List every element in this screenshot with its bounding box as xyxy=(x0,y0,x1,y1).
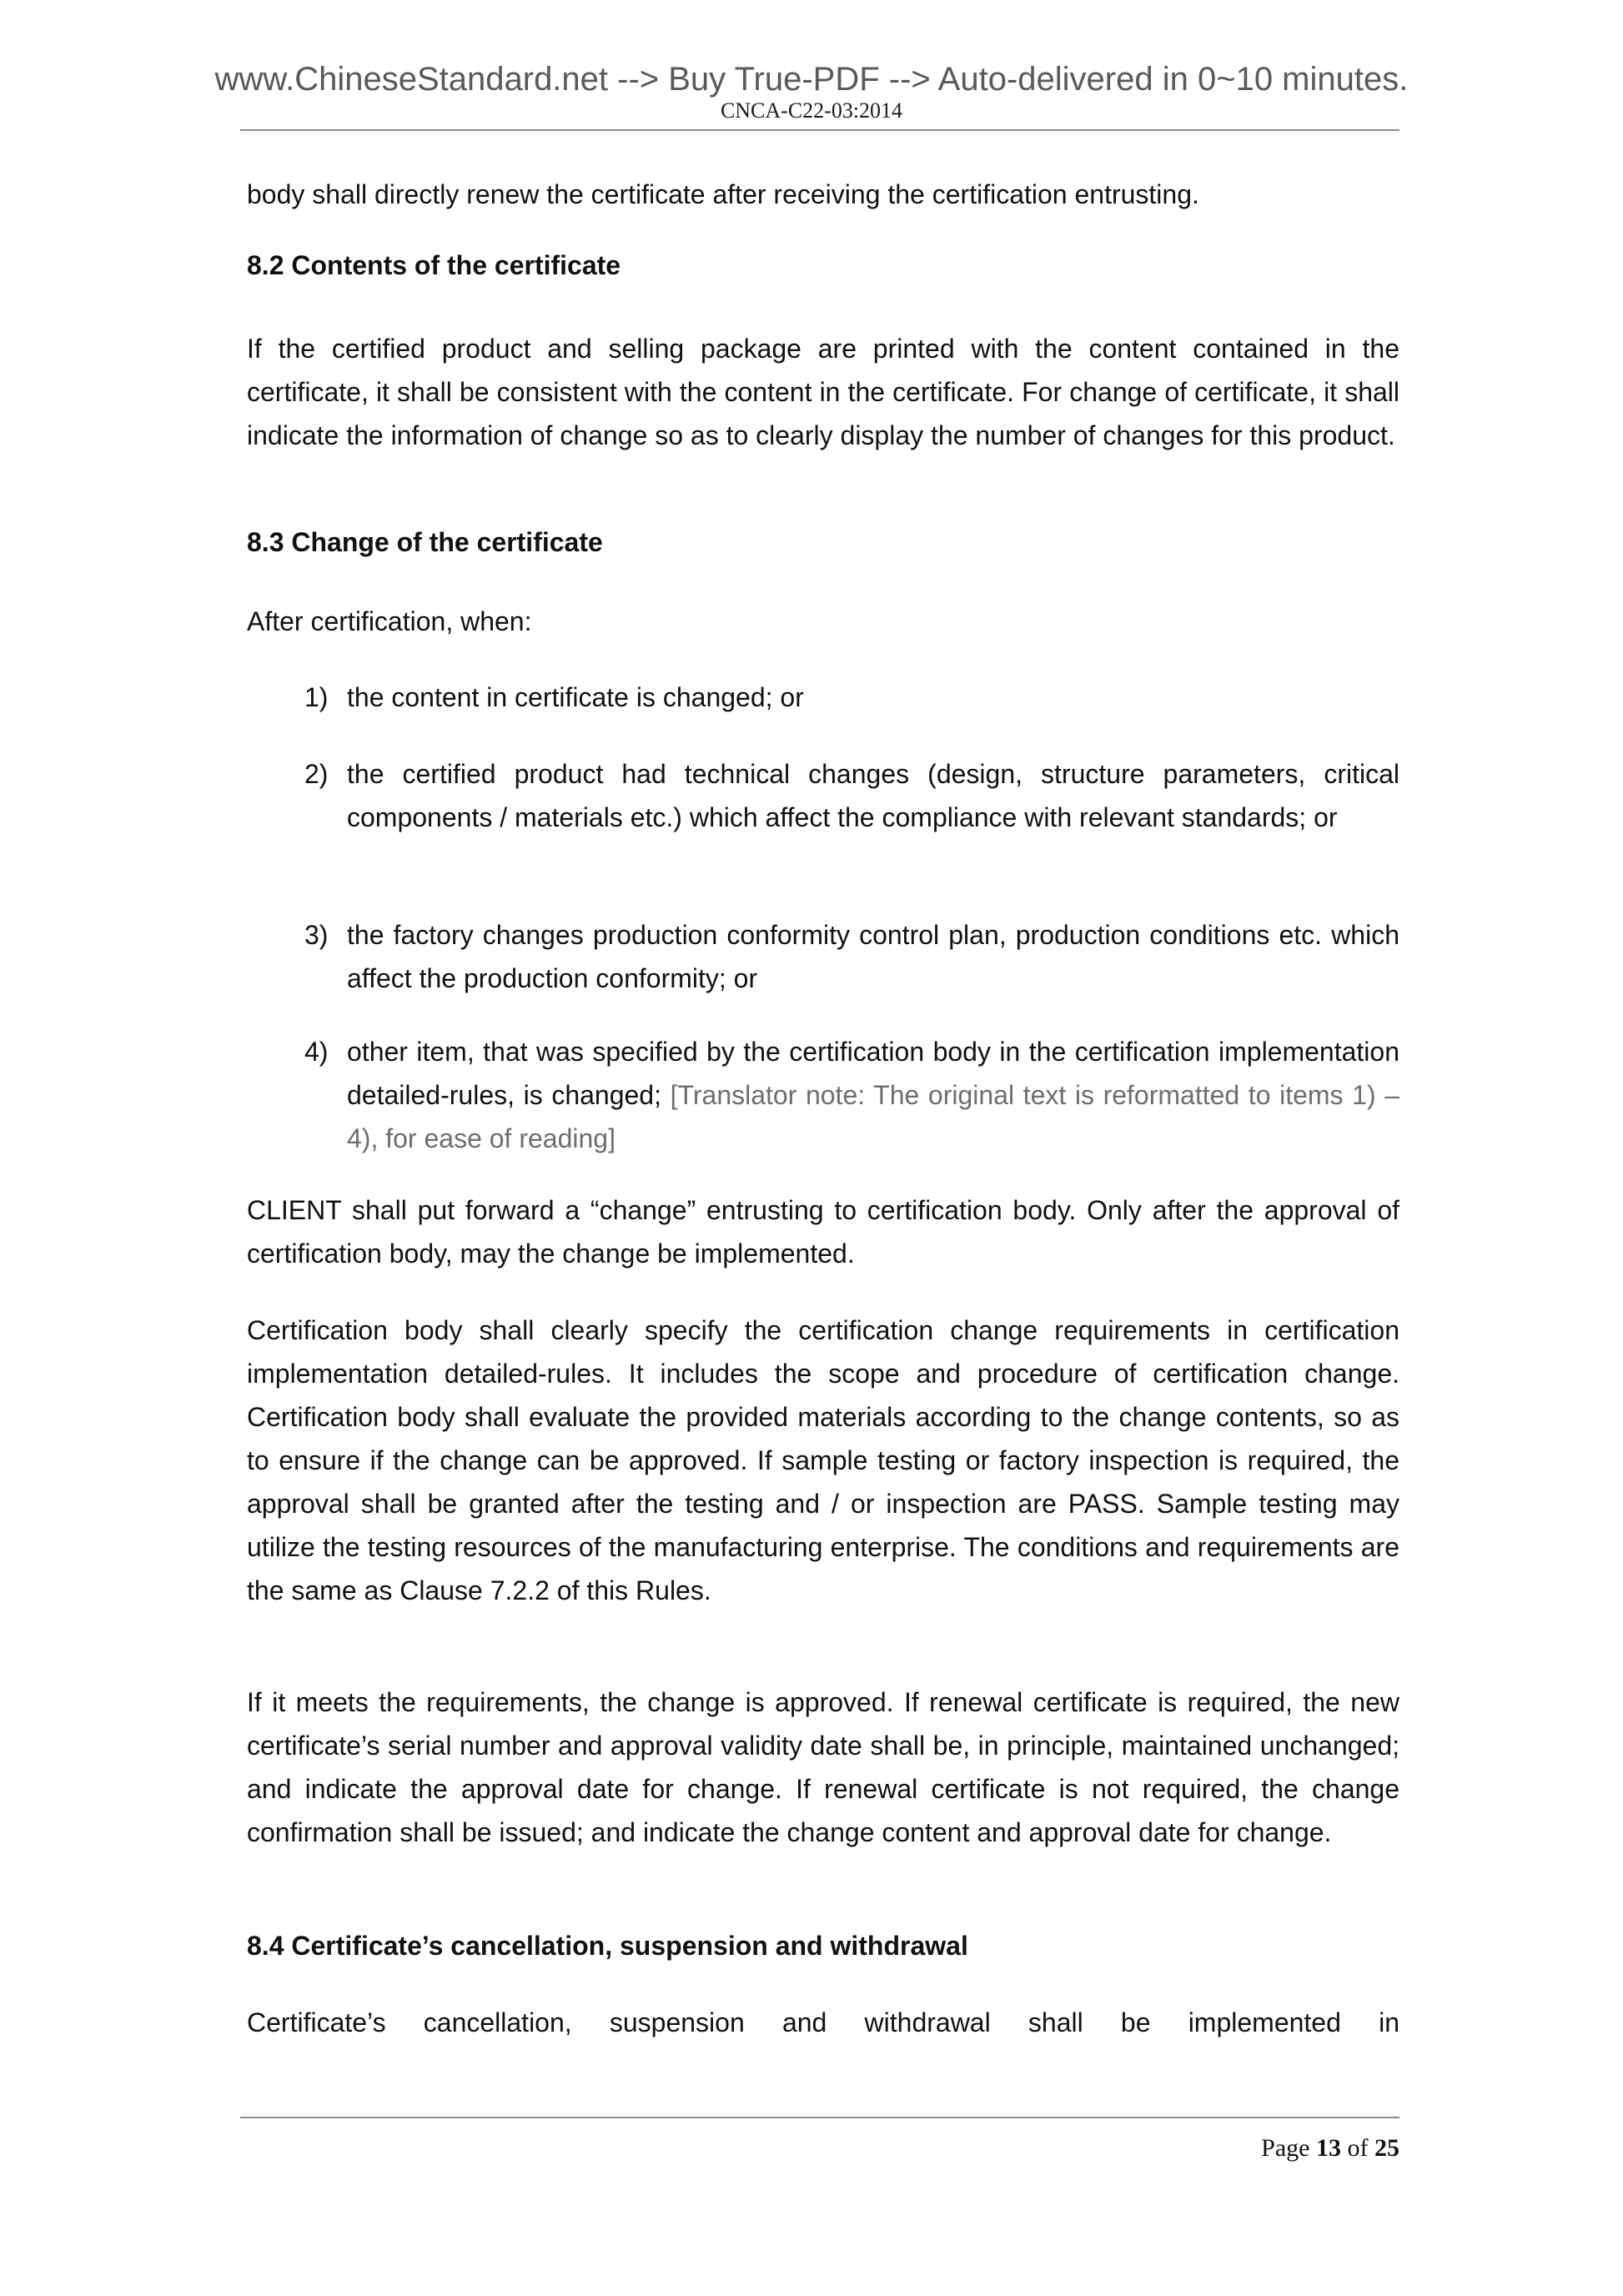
list-item-2-number: 2) xyxy=(304,759,329,789)
paragraph-client: CLIENT shall put forward a “change” entrusting to certification body. Only after the approval of certification body, may the change be implemented. xyxy=(247,1195,1399,1269)
list-item-4-text: other item, that was specified by the certification body in the certification implementation detailed-rules, is changed; xyxy=(347,1037,1399,1110)
list-item-4 xyxy=(247,1030,1399,1160)
paragraph-if-meets: If it meets the requirements, the change is approved. If renewal certificate is required, the new certificate’s serial number and approval validity date shall be, in principle, maintained unchanged; and indicate the approval date for change. If renewal certificate is not required, the change confirmation shall be issued; and indicate the change content and approval date for change. xyxy=(247,1687,1399,1847)
paragraph-continuation: body shall directly renew the certificate after receiving the certification entrusting. xyxy=(247,179,1199,209)
paragraph-8-4: Certificate’s cancellation, suspension and withdrawal shall be implemented in xyxy=(247,2007,1399,2037)
list-item-3 xyxy=(247,913,1399,1000)
page-number xyxy=(1261,2132,1399,2165)
paragraph-8-3-intro: After certification, when: xyxy=(247,606,532,636)
heading-8-2: 8.2 Contents of the certificate xyxy=(247,250,621,280)
translator-note: [Translator note: The original text is reformatted to items 1) – 4), for ease of reading] xyxy=(347,1080,1400,1153)
paragraph-8-2: If the certified product and selling package are printed with the content contained in the certificate, it shall be consistent with the content in the certificate. For change of certificate, it shall indicate the information of change so as to clearly display the number of changes for this product. xyxy=(247,334,1399,450)
list-item-2-text: the certified product had technical changes (design, structure parameters, critical components / materials etc.) which affect the compliance with relevant standards; or xyxy=(347,759,1399,832)
heading-8-4: 8.4 Certificate’s cancellation, suspension and withdrawal xyxy=(247,1931,968,1961)
list-item-4-number: 4) xyxy=(304,1037,329,1067)
page-number-label: Page xyxy=(1261,2134,1316,2162)
list-item-1-text: the content in certificate is changed; or xyxy=(347,682,804,712)
page-number-total: 25 xyxy=(1374,2134,1399,2162)
list-item-1 xyxy=(247,676,1399,719)
list-item-1-number: 1) xyxy=(304,682,329,712)
page-number-of: of xyxy=(1341,2134,1374,2162)
page-number-current: 13 xyxy=(1316,2134,1341,2162)
paragraph-change-requirements: Certification body shall clearly specify the certification change requirements in certification implementation detailed-rules. It includes the scope and procedure of certification change. Certification body shall evaluate the provided materials according to the change contents, so as to ensure if the change can be approved. If sample testing or factory inspection is required, the approval shall be granted after the testing and / or inspection are PASS. Sample testing may utilize the testing resources of the manufacturing enterprise. The conditions and requirements are the same as Clause 7.2.2 of this Rules. xyxy=(247,1315,1399,1605)
header-doc-code: CNCA-C22-03:2014 xyxy=(720,98,903,123)
list-item-3-text: the factory changes production conformity control plan, production conditions etc. which affect the production conformity; or xyxy=(347,920,1399,993)
list-item-2 xyxy=(247,752,1399,839)
header-promo: www.ChineseStandard.net --> Buy True-PDF --> Auto-delivered in 0~10 minutes. xyxy=(214,61,1409,98)
footer-rule xyxy=(240,2117,1399,2118)
header-rule xyxy=(240,129,1399,131)
list-item-3-number: 3) xyxy=(304,920,329,950)
heading-8-3: 8.3 Change of the certificate xyxy=(247,527,603,557)
